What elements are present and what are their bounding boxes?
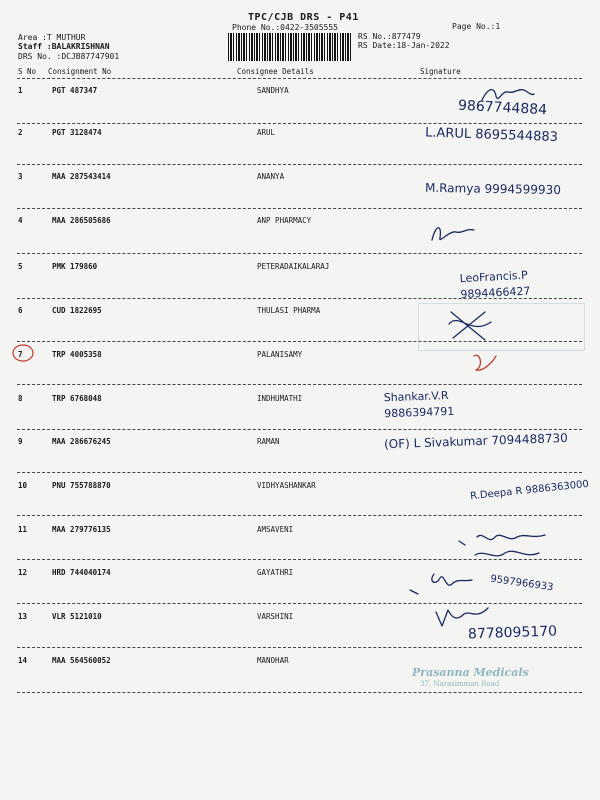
- row-divider: [17, 472, 582, 473]
- row-consignee: GAYATHRI: [257, 568, 294, 577]
- table-row: [0, 216, 600, 261]
- row-consignment: VLR 5121010: [52, 612, 102, 621]
- row-consignment: CUD 1822695: [52, 306, 102, 315]
- signature-scribble: [428, 220, 478, 246]
- row-consignment: PMK 179860: [52, 262, 98, 271]
- row-sno: 10: [18, 481, 28, 490]
- staff-label: Staff :BALAKRISHNAN: [18, 42, 110, 51]
- row-divider: [17, 603, 582, 604]
- row-divider: [17, 692, 582, 693]
- row-divider: [17, 253, 582, 254]
- row-sno: 12: [18, 568, 28, 577]
- row-consignee: INDHUMATHI: [257, 394, 303, 403]
- rs-date: RS Date:18-Jan-2022: [358, 41, 450, 50]
- handwritten-phone: 9867744884: [457, 97, 548, 119]
- row-consignment: MAA 279776135: [52, 525, 111, 534]
- stamp-title: Prasanna Medicals: [412, 666, 529, 679]
- rs-number: RS No.:877479: [358, 32, 421, 41]
- phone-number: Phone No.:0422-3505555: [232, 23, 338, 32]
- handwritten-phone: 8778095170: [467, 623, 558, 643]
- row-consignee: ANP PHARMACY: [257, 216, 312, 225]
- row-consignment: TRP 4005358: [52, 350, 102, 359]
- col-consignment: Consignment No: [48, 67, 112, 76]
- handwritten-phone: 9597966933: [489, 573, 555, 594]
- row-sno: 6: [18, 306, 23, 315]
- row-consignment: HRD 744040174: [52, 568, 111, 577]
- row-consignee: MANOHAR: [257, 656, 289, 665]
- row-consignment: PNU 755788870: [52, 481, 111, 490]
- row-consignee: PALANISAMY: [257, 350, 303, 359]
- table-row: [0, 568, 600, 613]
- stamp-address: 37, Narasimman Road: [420, 680, 500, 688]
- drs-number: DRS No. :DCJB87747901: [18, 52, 120, 61]
- row-divider: [17, 647, 582, 648]
- handwritten-signature: LeoFrancis.P 9894466427: [459, 268, 531, 302]
- handwritten-signature: M.Ramya 9994599930: [424, 180, 562, 198]
- row-consignee: PETERADAIKALARAJ: [257, 262, 330, 271]
- signature-scribble: [455, 527, 555, 567]
- row-sno: 9: [18, 437, 23, 446]
- row-divider: [17, 123, 582, 124]
- row-sno: 8: [18, 394, 23, 403]
- row-consignment: TRP 6768048: [52, 394, 102, 403]
- row-consignment: PGT 487347: [52, 86, 98, 95]
- row-sno: 2: [18, 128, 23, 137]
- row-consignee: VIDHYASHANKAR: [257, 481, 316, 490]
- row-consignment: MAA 286505686: [52, 216, 111, 225]
- row-consignee: THULASI PHARMA: [257, 306, 321, 315]
- row-consignment: PGT 3128474: [52, 128, 102, 137]
- row-consignee: RAMAN: [257, 437, 280, 446]
- barcode: [228, 33, 352, 61]
- row-sno: 13: [18, 612, 28, 621]
- row-consignment: MAA 564560052: [52, 656, 111, 665]
- handwritten-signature: Shankar.V.R 9886394791: [383, 389, 455, 421]
- row-sno: 7: [18, 350, 23, 359]
- col-signature: Signature: [420, 67, 461, 76]
- page-number: Page No.:1: [452, 22, 501, 31]
- row-sno: 3: [18, 172, 23, 181]
- row-divider: [17, 429, 582, 430]
- handwritten-signature: (OF) L Sivakumar 7094488730: [383, 430, 568, 452]
- area-label: Area :T MUTHUR: [18, 33, 86, 42]
- row-divider: [17, 208, 582, 209]
- header-divider: [17, 78, 582, 79]
- row-divider: [17, 515, 582, 516]
- row-consignee: AMSAVENI: [257, 525, 294, 534]
- report-title: TPC/CJB DRS - P41: [248, 12, 359, 23]
- row-sno: 1: [18, 86, 23, 95]
- red-circle-mark: [10, 343, 38, 365]
- row-consignment: MAA 287543414: [52, 172, 111, 181]
- col-sno: S No: [18, 67, 37, 76]
- row-sno: 11: [18, 525, 28, 534]
- handwritten-signature: R.Deepa R 9886363000: [469, 478, 590, 503]
- signature-scribble: [406, 568, 476, 600]
- signature-scribble: [470, 350, 502, 376]
- row-consignee: VARSHINI: [257, 612, 294, 621]
- row-sno: 14: [18, 656, 28, 665]
- row-consignee: ARUL: [257, 128, 276, 137]
- row-sno: 4: [18, 216, 23, 225]
- pharmacy-stamp: [418, 303, 585, 351]
- row-divider: [17, 164, 582, 165]
- row-divider: [17, 384, 582, 385]
- row-consignee: SANDHYA: [257, 86, 289, 95]
- row-sno: 5: [18, 262, 23, 271]
- row-consignment: MAA 286676245: [52, 437, 111, 446]
- row-consignee: ANANYA: [257, 172, 285, 181]
- handwritten-signature: L.ARUL 8695544883: [424, 125, 559, 146]
- col-consignee: Consignee Details: [237, 67, 314, 76]
